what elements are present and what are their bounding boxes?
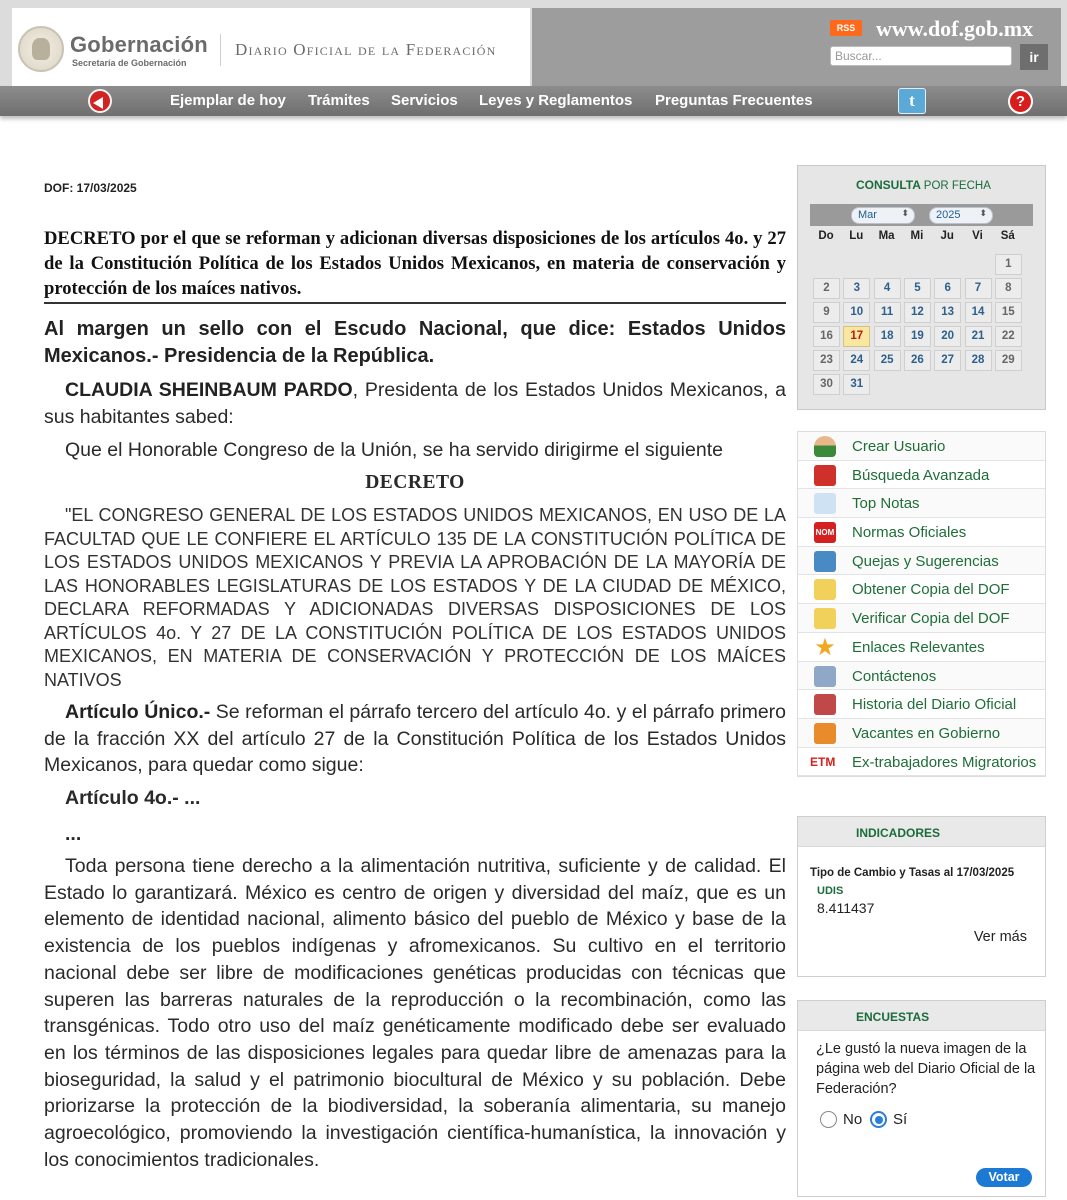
calendar-day[interactable]: 13 xyxy=(934,302,961,323)
document-title: DECRETO por el que se reforman y adicionan diversas disposiciones de los artículos 4o. y 27 de la Constitución Política de los Estados Unidos Mexicanos, en materia de conservación y protección de los maíces nativos. xyxy=(44,228,786,299)
articulo-4-label: Artículo 4o.- ... xyxy=(65,787,201,809)
calendar-heading-label: CONSULTA xyxy=(856,178,921,192)
user-add-icon xyxy=(814,436,836,457)
sidebar-link[interactable] xyxy=(798,518,1045,547)
ellipsis: ... xyxy=(65,823,82,845)
weekday-header: Ma xyxy=(878,230,895,242)
sidebar-link-label[interactable]: Normas Oficiales xyxy=(852,524,967,542)
etm-icon: ETM xyxy=(810,754,836,769)
calendar-day[interactable]: 11 xyxy=(874,302,901,323)
calendar-day[interactable]: 21 xyxy=(965,326,992,347)
search-icon xyxy=(814,465,836,486)
calendar-day[interactable]: 30 xyxy=(813,374,840,395)
search-input[interactable] xyxy=(830,46,1012,66)
calendar-day[interactable]: 20 xyxy=(934,326,961,347)
articulo-4-body: Toda persona tiene derecho a la alimentación nutritiva, suficiente y de calidad. El Estado lo garantizará. México es centro de origen y diversidad del maíz, que es un elemento de identidad nacional, alimento básico del pueblo de México y base de la existencia de los pueblos indígenas y afromexicanos. Su cultivo en el territorio nacional debe ser libre de modificaciones genéticas producidas con técnicas que superen las barreras naturales de la reproducción o la recombinación, como las transgénicas. Todo otro uso del maíz genéticamente modificado debe ser evaluado en los términos de las disposiciones legales para quedar libre de amenazas para la bioseguridad, la salud y el patrimonio biocultural de México y su población. Debe priorizarse la protección de la biodiversidad, la soberanía alimentaria, su manejo agroecológico, promoviendo la investigación científica-humanística, la innovación y los conocimientos tradicionales. xyxy=(44,855,786,1171)
gobernacion-logo-subtitle: Secretaría de Gobernación xyxy=(72,58,187,68)
national-seal-icon xyxy=(18,26,64,72)
rss-icon[interactable]: RSS xyxy=(830,20,862,36)
nav-tramites[interactable]: Trámites xyxy=(308,92,370,109)
nom-icon: NOM xyxy=(814,522,836,543)
calendar-box xyxy=(797,165,1046,410)
calendar-day[interactable]: 9 xyxy=(813,302,840,323)
calendar-day[interactable]: 2 xyxy=(813,278,840,299)
sidebar-link-label[interactable]: Obtener Copia del DOF xyxy=(852,581,1010,599)
sidebar-link-label[interactable]: Crear Usuario xyxy=(852,438,946,455)
header-search-area xyxy=(532,8,1061,86)
calendar-day[interactable]: 31 xyxy=(843,374,870,395)
survey-question: ¿Le gustó la nueva imagen de la página web del Diario Oficial de la Federación? xyxy=(816,1041,1036,1097)
calendar-day[interactable]: 14 xyxy=(965,302,992,323)
dof-logo-title[interactable]: Diario Oficial de la Federación xyxy=(235,40,497,59)
chevron-updown-icon: ⬍ xyxy=(901,208,909,218)
calendar-day[interactable]: 28 xyxy=(965,350,992,371)
calendar-day[interactable]: 29 xyxy=(995,350,1022,371)
calendar-day[interactable]: 6 xyxy=(934,278,961,299)
radio-no-label[interactable]: No xyxy=(843,1111,863,1128)
calendar-day[interactable]: 19 xyxy=(904,326,931,347)
weekday-header: Ju xyxy=(940,230,954,242)
sidebar-link[interactable] xyxy=(798,662,1045,691)
document-copy-icon xyxy=(814,579,836,600)
calendar xyxy=(810,204,1033,390)
radio-si-label[interactable]: Sí xyxy=(893,1111,908,1128)
nav-servicios[interactable]: Servicios xyxy=(391,92,458,109)
calendar-day[interactable]: 16 xyxy=(813,326,840,347)
books-icon xyxy=(814,694,836,715)
calendar-day[interactable]: 25 xyxy=(874,350,901,371)
document-verify-icon xyxy=(814,608,836,629)
sidebar-link[interactable] xyxy=(798,690,1045,719)
weekday-header: Sá xyxy=(1000,230,1015,242)
president-paragraph xyxy=(44,377,786,430)
gobernacion-logo-title[interactable]: Gobernación xyxy=(70,32,208,57)
star-note-icon xyxy=(814,493,836,514)
weekday-header: Do xyxy=(818,230,834,242)
congress-paragraph: Que el Honorable Congreso de la Unión, se ha servido dirigirme el siguiente xyxy=(65,439,723,461)
sidebar-link[interactable] xyxy=(798,547,1045,576)
sidebar-link-label[interactable]: Vacantes en Gobierno xyxy=(852,724,1001,742)
nav-leyes-y-reglamentos[interactable]: Leyes y Reglamentos xyxy=(479,92,633,109)
sidebar-link[interactable] xyxy=(798,461,1045,490)
indicadores-body xyxy=(810,867,1040,916)
calendar-controls xyxy=(810,204,1033,226)
site-url[interactable]: www.dof.gob.mx xyxy=(876,16,1034,41)
sidebar-link[interactable] xyxy=(798,604,1045,633)
sidebar-link[interactable] xyxy=(798,748,1045,777)
sidebar-link-label[interactable]: Top Notas xyxy=(852,495,920,513)
quick-links xyxy=(797,431,1046,777)
title-divider xyxy=(44,302,786,304)
calendar-day[interactable]: 23 xyxy=(813,350,840,371)
udis-label: UDIS xyxy=(817,885,844,897)
help-icon[interactable]: ? xyxy=(1008,89,1033,114)
month-select[interactable] xyxy=(851,207,915,224)
calendar-day[interactable]: 12 xyxy=(904,302,931,323)
calendar-day[interactable]: 22 xyxy=(995,326,1022,347)
encuestas-box xyxy=(797,1000,1046,1197)
sidebar-link-label[interactable]: Ex-trabajadores Migratorios xyxy=(852,753,1037,771)
vote-button[interactable]: Votar xyxy=(976,1168,1032,1187)
calendar-day[interactable]: 4 xyxy=(874,278,901,299)
site-header xyxy=(0,0,1067,86)
calendar-day[interactable]: 18 xyxy=(874,326,901,347)
articulo-unico-label: Artículo Único.- xyxy=(65,701,211,723)
calendar-heading-sub: POR FECHA xyxy=(923,180,991,192)
weekday-header: Lu xyxy=(849,230,864,242)
main-nav xyxy=(0,86,1067,116)
calendar-day[interactable]: 27 xyxy=(934,350,961,371)
president-text: , Presidenta de los Estados Unidos Mexicanos, a sus habitantes sabed: xyxy=(44,379,786,428)
decreto-heading: DECRETO xyxy=(365,472,465,493)
sidebar-link[interactable] xyxy=(798,432,1045,461)
calendar-day[interactable]: 7 xyxy=(965,278,992,299)
mailbox-icon xyxy=(814,551,836,572)
encuestas-heading: ENCUESTAS xyxy=(856,1010,930,1024)
congress-declaration: "EL CONGRESO GENERAL DE LOS ESTADOS UNIDOS MEXICANOS, EN USO DE LA FACULTAD QUE LE CONFIERE EL ARTÍCULO 135 DE LA CONSTITUCIÓN POLÍTICA DE LOS ESTADOS UNIDOS MEXICANOS Y PREVIA LA APROBACIÓN DE LA MAYORÍA DE LAS HONORABLES LEGISLATURAS DE LOS ESTADOS Y DE LA CIUDAD DE MÉXICO, DECLARA REFORMADAS Y ADICIONADAS DIVERSAS DISPOSICIONES DE LOS ARTÍCULOS 4o. Y 27 DE LA CONSTITUCIÓN POLÍTICA DE LOS ESTADOS UNIDOS MEXICANOS, EN MATERIA DE CONSERVACIÓN Y PROTECCIÓN DE LOS MAÍCES NATIVOS xyxy=(44,505,786,690)
year-value: 2025 xyxy=(936,209,961,221)
twitter-icon[interactable]: t xyxy=(898,88,926,114)
jobs-icon xyxy=(814,723,836,744)
sidebar-link[interactable] xyxy=(798,489,1045,518)
header-divider xyxy=(220,34,221,66)
weekday-header: Vi xyxy=(972,230,983,242)
nav-ejemplar-de-hoy[interactable]: Ejemplar de hoy xyxy=(170,92,286,109)
dof-date: DOF: 17/03/2025 xyxy=(44,181,137,195)
indicadores-header xyxy=(798,817,1045,847)
sidebar-link[interactable] xyxy=(798,719,1045,748)
calendar-day[interactable]: 15 xyxy=(995,302,1022,323)
calendar-day[interactable]: 24 xyxy=(843,350,870,371)
articulo-unico-paragraph xyxy=(44,699,786,779)
contact-card-icon xyxy=(814,666,836,687)
radio-si[interactable] xyxy=(870,1111,887,1128)
president-name: CLAUDIA SHEINBAUM PARDO xyxy=(65,379,353,401)
indicadores-heading: INDICADORES xyxy=(856,826,941,840)
calendar-day[interactable]: 1 xyxy=(995,254,1022,275)
tipo-cambio-title: Tipo de Cambio y Tasas al 17/03/2025 xyxy=(810,867,1015,879)
sidebar-link[interactable] xyxy=(798,575,1045,604)
calendar-header xyxy=(798,166,1045,202)
sidebar-link[interactable] xyxy=(798,633,1045,662)
month-value: Mar xyxy=(858,209,877,221)
search-button[interactable]: ir xyxy=(1020,44,1048,70)
header-brand-area xyxy=(12,8,530,86)
radio-no[interactable] xyxy=(820,1111,837,1128)
sidebar-link-label[interactable]: Quejas y Sugerencias xyxy=(852,552,999,570)
weekday-header: Mi xyxy=(910,230,924,242)
calendar-day-selected[interactable]: 17 xyxy=(843,326,870,347)
sidebar-link-label[interactable]: Contáctenos xyxy=(852,667,937,685)
indicadores-box xyxy=(797,816,1046,977)
sidebar-link-label[interactable]: Historia del Diario Oficial xyxy=(852,696,1017,714)
calendar-day[interactable]: 8 xyxy=(995,278,1022,299)
encuestas-header xyxy=(798,1001,1045,1031)
calendar-day[interactable]: 26 xyxy=(904,350,931,371)
sidebar-link-label[interactable]: Enlaces Relevantes xyxy=(852,638,985,656)
nav-preguntas-frecuentes[interactable]: Preguntas Frecuentes xyxy=(655,92,813,109)
calendar-day[interactable]: 3 xyxy=(843,278,870,299)
ver-mas-link[interactable]: Ver más xyxy=(973,929,1027,945)
chevron-updown-icon: ⬍ xyxy=(979,208,987,218)
sidebar-link-label[interactable]: Verificar Copia del DOF xyxy=(852,610,1010,628)
star-icon: ★ xyxy=(814,633,836,661)
articulo-unico-text: Se reforman el párrafo tercero del artículo 4o. y el párrafo primero de la fracción XX del artículo 27 de la Constitución Política de los Estados Unidos Mexicanos, para quedar como sigue: xyxy=(44,701,786,776)
calendar-day[interactable]: 10 xyxy=(843,302,870,323)
year-select[interactable] xyxy=(929,207,993,224)
back-arrow-icon[interactable] xyxy=(88,89,112,113)
calendar-heading xyxy=(856,178,991,192)
calendar-day[interactable]: 5 xyxy=(904,278,931,299)
udis-value: 8.411437 xyxy=(817,900,875,916)
sidebar-link-label[interactable]: Búsqueda Avanzada xyxy=(852,466,990,484)
margin-note: Al margen un sello con el Escudo Nacional, que dice: Estados Unidos Mexicanos.- Presidencia de la República. xyxy=(44,318,786,367)
